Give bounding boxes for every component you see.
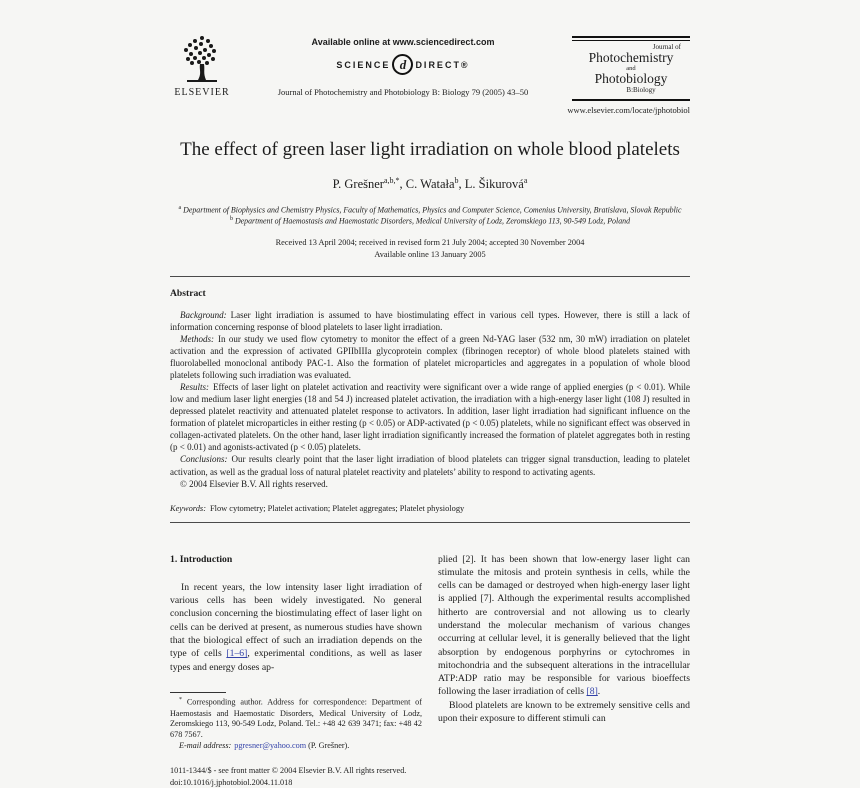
elsevier-wordmark: ELSEVIER bbox=[174, 87, 230, 98]
abstract-label: Results: bbox=[180, 382, 209, 393]
body-text: plied [2]. It has been shown that low-energy laser light can stimulate the mitosis and protein synthesis in cells, while the cells can be damaged or destroyed when high-energy laser light is applied [7]. Although the experimental results accomplished hitherto are controversial and not allowing us to clearly understand the molecular mechanism of various changes occurring at cellular level, it is generally believed that the light absorption by endogenous porphyrins or cytochromes in mitochondria and the subsequent alterations in the intracellular ATP:ADP ratio may be responsible for various bioeffects following the laser irradiation of cells bbox=[438, 553, 690, 698]
journal-box-photobiology: Photobiology bbox=[594, 71, 668, 87]
author-affiliation-marks: a,b,* bbox=[383, 176, 400, 186]
abstract-label: Conclusions: bbox=[180, 454, 228, 465]
journal-box-b-biology: B:Biology bbox=[626, 86, 656, 95]
abstract-background bbox=[170, 309, 690, 333]
doi-line: doi:10.1016/j.jphotobiol.2004.11.018 bbox=[170, 777, 293, 787]
keywords-label: Keywords: bbox=[170, 503, 206, 513]
footnote-marker: * bbox=[179, 696, 182, 703]
author-separator: , bbox=[399, 177, 406, 192]
affiliation-text: Department of Biophysics and Chemistry Physics, Faculty of Mathematics, Physics and Computer Science, Comenius University, Bratislava, Slovak Republic bbox=[183, 205, 682, 215]
abstract-text: Laser light irradiation is assumed to have biostimulating effect in various cell types. However, there is still a lack of information concerning response of blood platelets to laser light irradiation. bbox=[170, 309, 690, 332]
journal-citation-line: Journal of Photochemistry and Photobiology B: Biology 79 (2005) 43–50 bbox=[277, 87, 529, 97]
journal-box-journal-of: Journal of bbox=[652, 43, 681, 51]
affiliation-mark: a bbox=[178, 204, 182, 211]
journal-box-photochemistry: Photochemistry bbox=[588, 50, 674, 65]
abstract-body bbox=[170, 309, 690, 490]
affiliation-a bbox=[170, 204, 690, 216]
affiliation-mark: b bbox=[229, 216, 233, 223]
journal-cover-box bbox=[572, 36, 690, 101]
author-name: C. Watała bbox=[405, 177, 455, 192]
journal-box-top-rule bbox=[572, 36, 690, 38]
received-dates: Received 13 April 2004; received in revised form 21 July 2004; accepted 30 November 2004 bbox=[275, 237, 585, 247]
page-header bbox=[170, 34, 690, 101]
left-column bbox=[170, 553, 422, 788]
sciencedirect-direct-text: DIRECT® bbox=[415, 59, 470, 70]
author-affiliation-marks: a bbox=[523, 176, 528, 186]
available-online-date: Available online 13 January 2005 bbox=[374, 249, 486, 259]
copyright-line: © 2004 Elsevier B.V. All rights reserved. bbox=[180, 478, 328, 489]
elsevier-logo bbox=[170, 34, 234, 98]
abstract-text: In our study we used flow cytometry to monitor the effect of a green Nd-YAG laser (532 nm, 30 mW) irradiation on platelet activation and the expression of activated GPIIbIIIa glycoprotein complex (fibrinogen receptor) of whole blood platelets stained with fluorolabelled monoclonal antibody PAC-1. Also the formation of platelet microparticles and aggregates in a population of whole blood platelets following such irradiation was evaluated. bbox=[170, 334, 690, 381]
author-name: L. Šikurová bbox=[464, 177, 524, 192]
footnote-body: Corresponding author. Address for correspondence: Department of Haemostasis and Haemostatic Disorders, Medical University of Lodz, Zeromskiego 113, 90-549 Lodz, Poland. Tel.: +48 42 639 3471; fax: +48 42 678 7567. bbox=[170, 697, 423, 740]
issn-line: 1011-1344/$ - see front matter © 2004 Elsevier B.V. All rights reserved. bbox=[170, 766, 407, 776]
journal-box-inner bbox=[572, 40, 690, 101]
author-affiliation-marks: b bbox=[454, 176, 459, 186]
imprint bbox=[170, 765, 422, 788]
article-title: The effect of green laser light irradiation on whole blood platelets bbox=[180, 139, 680, 161]
keywords-bottom-rule bbox=[170, 522, 690, 523]
introduction-paragraph bbox=[170, 581, 422, 674]
body-text: . bbox=[597, 686, 601, 698]
email-after: (P. Grešner). bbox=[306, 741, 350, 751]
author-separator: , bbox=[458, 177, 465, 192]
footnote-text bbox=[170, 697, 422, 741]
sciencedirect-d-circle-icon: d bbox=[392, 54, 413, 75]
abstract-text: Our results clearly point that the laser light irradiation of blood platelets can trigger signal transduction, leading to platelet activation, as well as the gradual loss of natural platelet reactivity and platelets’ ability to respond to activating agents. bbox=[170, 454, 690, 477]
footnote-email-line bbox=[170, 741, 422, 752]
keywords-line bbox=[170, 504, 690, 513]
section-heading-introduction: 1. Introduction bbox=[170, 553, 233, 565]
right-column bbox=[438, 553, 690, 788]
journal-box-and: and bbox=[626, 65, 636, 73]
journal-article-page bbox=[170, 0, 690, 788]
journal-website-url: www.elsevier.com/locate/jphotobiol bbox=[567, 105, 690, 116]
keywords-text: Flow cytometry; Platelet activation; Platelet aggregates; Platelet physiology bbox=[209, 503, 465, 513]
abstract-conclusions bbox=[170, 453, 690, 477]
sciencedirect-logo[interactable] bbox=[234, 54, 572, 75]
intro-text: In recent years, the low intensity laser light irradiation of various cells has been widely investigated. No general conclusion concerning the biostimulating effect of laser light on cells can be derived at present, as numerous studies have shown that the biological effect of such an irradiation depends on the type of cells bbox=[170, 581, 422, 660]
body-paragraph-platelets: Blood platelets are known to be extremely sensitive cells and upon their exposure to different stimuli can bbox=[438, 699, 690, 724]
header-center bbox=[234, 34, 572, 97]
article-history bbox=[170, 237, 690, 261]
author-list bbox=[170, 176, 690, 192]
citation-link-8[interactable]: [8] bbox=[586, 686, 598, 698]
intro-text: , experimental conditions, as well as laser types and energy doses ap- bbox=[170, 648, 422, 673]
abstract-results bbox=[170, 381, 690, 453]
abstract-heading: Abstract bbox=[170, 287, 206, 299]
email-link[interactable]: pgresner@yahoo.com bbox=[234, 741, 307, 751]
footnote-divider bbox=[170, 692, 226, 693]
abstract-label: Methods: bbox=[180, 334, 214, 344]
email-label: E-mail address: bbox=[179, 741, 232, 751]
citation-link-1-6[interactable]: [1–6] bbox=[226, 648, 248, 660]
elsevier-tree-icon bbox=[170, 34, 234, 86]
sciencedirect-science-text: SCIENCE bbox=[336, 59, 391, 70]
abstract-top-rule bbox=[170, 276, 690, 277]
affiliation-b bbox=[170, 215, 690, 227]
author-name: P. Grešner bbox=[332, 177, 384, 192]
body-columns bbox=[170, 553, 690, 788]
abstract-text: Effects of laser light on platelet activation and reactivity were significant over a wide range of applied energies (p < 0.01). While low and medium laser light energies (18 and 54 J) increased platelet activation, the irradiation with a high-energy laser light (108 J) resulted in depressed platelet reactivity and attenuated platelet response to activators. In addition, laser light irradiation had significant influence on the formation of platelet microparticles in either resting (p < 0.05) or ADP-activated (p < 0.05) platelets, while no significant effect was observed in collagen-activated platelets. On the other hand, laser light irradiation significantly increased the formation of platelet aggregates both in resting (p < 0.01) and agonists-activated (p < 0.05) platelets. bbox=[170, 382, 690, 453]
corresponding-author-footnote bbox=[170, 692, 422, 752]
body-paragraph-continued bbox=[438, 553, 690, 699]
affiliations bbox=[170, 204, 690, 227]
abstract-label: Background: bbox=[180, 309, 227, 320]
affiliation-text: Department of Haemostasis and Haemostatic Disorders, Medical University of Lodz, Zeromskiego 113, 90-549 Lodz, Poland bbox=[234, 216, 631, 226]
available-online-text: Available online at www.sciencedirect.com bbox=[311, 37, 495, 47]
abstract-methods bbox=[170, 333, 690, 381]
